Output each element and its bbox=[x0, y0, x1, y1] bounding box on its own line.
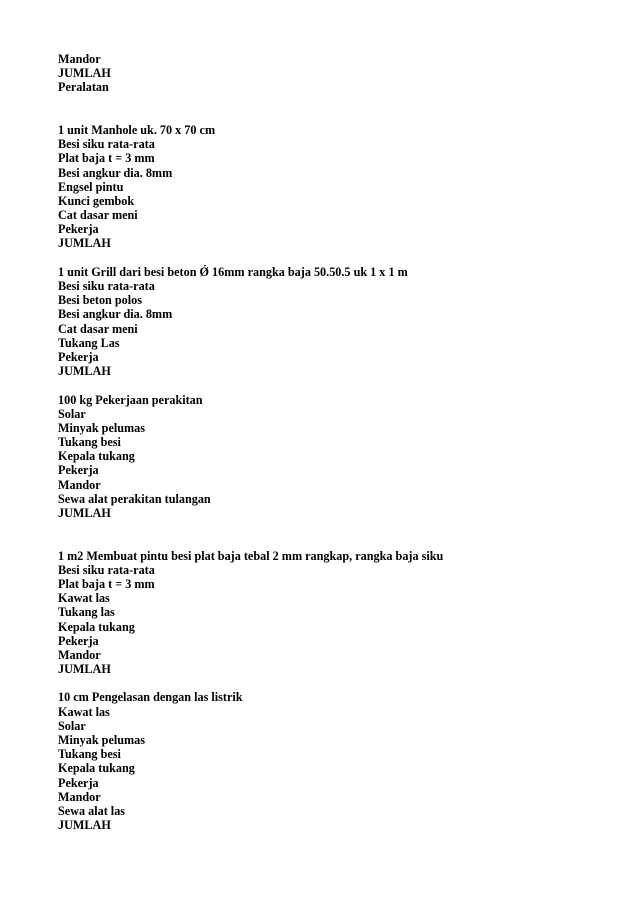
text-line: Pekerja bbox=[58, 463, 99, 478]
section-title: 1 unit Grill dari besi beton Ǿ 16mm rangka baja 50.50.5 uk 1 x 1 m bbox=[58, 264, 408, 279]
text-line: Besi siku rata-rata bbox=[58, 137, 155, 152]
blank-gap bbox=[58, 251, 618, 265]
text-line: JUMLAH bbox=[58, 506, 111, 521]
text-line: Tukang Las bbox=[58, 335, 120, 350]
section-pintu-besi bbox=[58, 549, 618, 677]
text-line: Sewa alat perakitan tulangan bbox=[58, 491, 211, 506]
text-line: Plat baja t = 3 mm bbox=[58, 576, 155, 591]
text-line: Mandor bbox=[58, 477, 101, 492]
text-line: Solar bbox=[58, 406, 86, 421]
blank-gap bbox=[58, 676, 618, 690]
text-line: Besi siku rata-rata bbox=[58, 562, 155, 577]
text-line: Cat dasar meni bbox=[58, 321, 138, 336]
text-line: Engsel pintu bbox=[58, 179, 124, 194]
text-line: Mandor bbox=[58, 647, 101, 662]
text-line: Cat dasar meni bbox=[58, 208, 138, 223]
section-title: 10 cm Pengelasan dengan las listrik bbox=[58, 690, 243, 705]
text-line: Besi angkur dia. 8mm bbox=[58, 307, 173, 322]
text-line: JUMLAH bbox=[58, 66, 111, 81]
text-line: Pekerja bbox=[58, 349, 99, 364]
text-line: Tukang besi bbox=[58, 747, 121, 762]
text-line: Kawat las bbox=[58, 704, 110, 719]
text-line: Mandor bbox=[58, 52, 101, 66]
text-line: JUMLAH bbox=[58, 662, 111, 677]
blank-gap bbox=[58, 95, 618, 123]
text-line: Kepala tukang bbox=[58, 619, 135, 634]
text-line: JUMLAH bbox=[58, 364, 111, 379]
text-line: Pekerja bbox=[58, 775, 99, 790]
section-pengelasan bbox=[58, 690, 618, 832]
text-line: Pekerja bbox=[58, 633, 99, 648]
text-line: Peralatan bbox=[58, 80, 109, 95]
text-line: JUMLAH bbox=[58, 818, 111, 833]
section-title: 1 m2 Membuat pintu besi plat baja tebal 2 mm rangkap, rangka baja siku bbox=[58, 548, 444, 563]
text-line: Plat baja t = 3 mm bbox=[58, 151, 155, 166]
document-body bbox=[58, 52, 618, 832]
blank-gap bbox=[58, 520, 618, 548]
blank-gap bbox=[58, 378, 618, 392]
text-line: Solar bbox=[58, 718, 86, 733]
section-grill bbox=[58, 265, 618, 379]
text-line: Pekerja bbox=[58, 222, 99, 237]
text-line: Tukang besi bbox=[58, 435, 121, 450]
text-line: Minyak pelumas bbox=[58, 420, 146, 435]
text-line: Besi angkur dia. 8mm bbox=[58, 165, 173, 180]
section-manhole bbox=[58, 123, 618, 251]
text-line: Kawat las bbox=[58, 591, 110, 606]
text-line: Mandor bbox=[58, 789, 101, 804]
section-header-items bbox=[58, 52, 618, 95]
text-line: JUMLAH bbox=[58, 236, 111, 251]
section-title: 100 kg Pekerjaan perakitan bbox=[58, 392, 203, 407]
section-perakitan bbox=[58, 393, 618, 521]
text-line: Kepala tukang bbox=[58, 761, 135, 776]
text-line: Sewa alat las bbox=[58, 803, 126, 818]
text-line: Tukang las bbox=[58, 605, 115, 620]
text-line: Besi siku rata-rata bbox=[58, 279, 155, 294]
text-line: Besi beton polos bbox=[58, 293, 142, 308]
text-line: Kunci gembok bbox=[58, 193, 135, 208]
text-line: Minyak pelumas bbox=[58, 733, 146, 748]
text-line: Kepala tukang bbox=[58, 449, 135, 464]
section-title: 1 unit Manhole uk. 70 x 70 cm bbox=[58, 122, 216, 137]
